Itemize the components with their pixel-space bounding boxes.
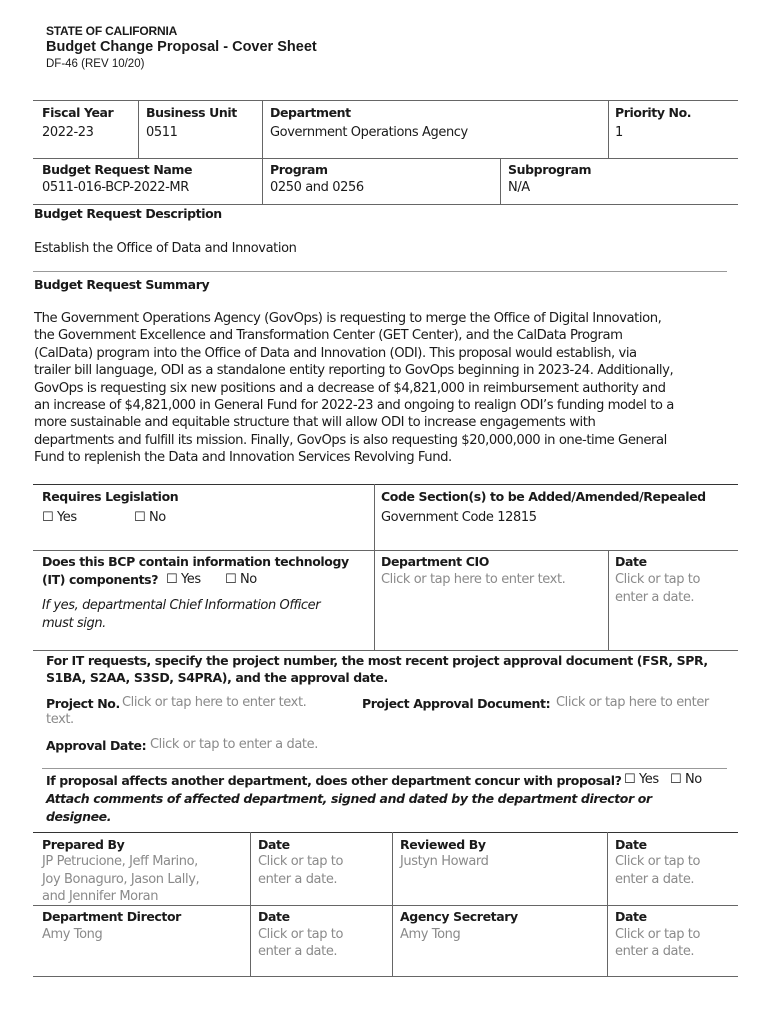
summary-line: an increase of $4,821,000 in General Fund for 2022-23 and ongoing to realign ODI’s funding model to a (34, 398, 674, 414)
approval-document-label: Project Approval Document: (362, 696, 551, 711)
director-label: Department Director (42, 909, 181, 924)
divider (33, 204, 738, 205)
divider (42, 768, 727, 769)
prepared-by-value[interactable]: Joy Bonaguro, Jason Lally, (42, 872, 200, 887)
divider (33, 158, 738, 159)
it-question-line1: Does this BCP contain information technology (42, 554, 349, 569)
form-id: DF-46 (REV 10/20) (46, 58, 145, 70)
department-value[interactable]: Government Operations Agency (270, 125, 468, 140)
project-no-input[interactable]: Click or tap here to enter text. (122, 695, 307, 710)
legislation-no-checkbox[interactable]: ☐ No (134, 510, 166, 525)
it-question-line2: (IT) components? (42, 572, 159, 587)
program-label: Program (270, 162, 328, 177)
project-no-label: Project No. (46, 696, 120, 711)
summary-line: more sustainable and equitable structure that will allow ODI to increase engagements with (34, 415, 596, 431)
divider (608, 550, 609, 650)
description-label: Budget Request Description (34, 206, 222, 221)
divider (608, 100, 609, 158)
code-section-label: Code Section(s) to be Added/Amended/Repealed (381, 489, 706, 504)
it-yes-checkbox[interactable]: ☐ Yes (166, 572, 201, 587)
divider (138, 100, 139, 158)
concur-note-line2: designee. (46, 809, 112, 824)
summary-line: The Government Operations Agency (GovOps) is requesting to merge the Office of Digital Innovation, (34, 311, 662, 326)
form-title: Budget Change Proposal - Cover Sheet (46, 39, 317, 55)
approval-document-input[interactable]: Click or tap here to enter (556, 695, 709, 710)
divider (33, 550, 738, 551)
department-label: Department (270, 105, 351, 120)
divider (33, 650, 738, 651)
reviewed-date-input-line2[interactable]: enter a date. (615, 872, 695, 887)
cio-date-input[interactable]: Click or tap to (615, 572, 701, 587)
reviewed-date-label: Date (615, 837, 647, 852)
divider (250, 832, 251, 976)
divider (607, 832, 608, 976)
secretary-label: Agency Secretary (400, 909, 518, 924)
project-no-input-line2[interactable]: text. (46, 712, 74, 727)
approval-date-input[interactable]: Click or tap to enter a date. (150, 737, 318, 752)
business-unit-label: Business Unit (146, 105, 237, 120)
subprogram-label: Subprogram (508, 162, 592, 177)
request-name-value[interactable]: 0511-016-BCP-2022-MR (42, 180, 189, 195)
concur-yes-checkbox[interactable]: ☐ Yes (624, 772, 659, 787)
summary-label: Budget Request Summary (34, 277, 210, 292)
divider (262, 100, 263, 204)
it-requests-instruction-line1: For IT requests, specify the project number, the most recent project approval document (FSR, SPR, (46, 653, 708, 668)
cio-label: Department CIO (381, 554, 489, 569)
reviewed-by-value[interactable]: Justyn Howard (400, 854, 489, 869)
priority-label: Priority No. (615, 105, 692, 120)
director-value[interactable]: Amy Tong (42, 927, 103, 942)
divider (33, 484, 738, 485)
subprogram-value[interactable]: N/A (508, 180, 530, 195)
divider (33, 832, 738, 833)
director-date-input-line2[interactable]: enter a date. (258, 944, 338, 959)
prepared-by-label: Prepared By (42, 837, 125, 852)
divider (33, 905, 738, 906)
prepared-by-value[interactable]: JP Petrucione, Jeff Marino, (42, 854, 198, 869)
secretary-date-input-line2[interactable]: enter a date. (615, 944, 695, 959)
priority-value[interactable]: 1 (615, 125, 623, 140)
prepared-date-input-line2[interactable]: enter a date. (258, 872, 338, 887)
cio-date-label: Date (615, 554, 647, 569)
divider (33, 976, 738, 977)
director-date-input[interactable]: Click or tap to (258, 927, 344, 942)
director-date-label: Date (258, 909, 290, 924)
reviewed-by-label: Reviewed By (400, 837, 486, 852)
cio-note-line1: If yes, departmental Chief Information Officer (42, 598, 321, 613)
it-no-checkbox[interactable]: ☐ No (225, 572, 257, 587)
summary-line: GovOps is requesting six new positions and a decrease of $4,821,000 in reimbursement authority and (34, 380, 666, 396)
reviewed-date-input[interactable]: Click or tap to (615, 854, 701, 869)
summary-line: Fund to replenish the Data and Innovation Services Revolving Fund. (34, 450, 452, 466)
concur-no-checkbox[interactable]: ☐ No (670, 772, 702, 787)
summary-line: the Government Excellence and Transformation Center (GET Center), and the CalData Program (34, 328, 623, 344)
fiscal-year-label: Fiscal Year (42, 105, 114, 120)
business-unit-value[interactable]: 0511 (146, 125, 178, 140)
summary-line: departments and fulfill its mission. Finally, GovOps is also requesting $20,000,000 in one-time General (34, 432, 667, 448)
divider (33, 271, 727, 272)
request-name-label: Budget Request Name (42, 162, 193, 177)
divider (392, 832, 393, 976)
secretary-date-label: Date (615, 909, 647, 924)
prepared-date-input[interactable]: Click or tap to (258, 854, 344, 869)
prepared-date-label: Date (258, 837, 290, 852)
summary-line: (CalData) program into the Office of Data and Innovation (ODI). This proposal would establish, via (34, 345, 637, 361)
summary-line: trailer bill language, ODI as a standalone entity reporting to GovOps beginning in 2023-24. Additionally, (34, 363, 674, 379)
concur-note-line1: Attach comments of affected department, signed and dated by the department director or (46, 791, 652, 806)
legislation-label: Requires Legislation (42, 489, 179, 504)
state-label: STATE OF CALIFORNIA (46, 24, 178, 38)
approval-date-label: Approval Date: (46, 738, 147, 753)
divider (500, 158, 501, 204)
code-section-value[interactable]: Government Code 12815 (381, 510, 537, 525)
summary-text[interactable] (34, 310, 744, 467)
concur-question: If proposal affects another department, does other department concur with proposal? (46, 773, 622, 788)
program-value[interactable]: 0250 and 0256 (270, 180, 364, 195)
divider (374, 484, 375, 650)
legislation-yes-checkbox[interactable]: ☐ Yes (42, 510, 77, 525)
description-text[interactable]: Establish the Office of Data and Innovation (34, 241, 297, 256)
cio-note-line2: must sign. (42, 616, 106, 631)
cio-date-input-line2[interactable]: enter a date. (615, 590, 695, 605)
cio-input[interactable]: Click or tap here to enter text. (381, 572, 566, 587)
it-requests-instruction-line2: S1BA, S2AA, S3SD, S4PRA), and the approval date. (46, 670, 388, 685)
prepared-by-value[interactable]: and Jennifer Moran (42, 889, 159, 904)
secretary-date-input[interactable]: Click or tap to (615, 927, 701, 942)
fiscal-year-value[interactable]: 2022-23 (42, 125, 94, 140)
secretary-value[interactable]: Amy Tong (400, 927, 461, 942)
